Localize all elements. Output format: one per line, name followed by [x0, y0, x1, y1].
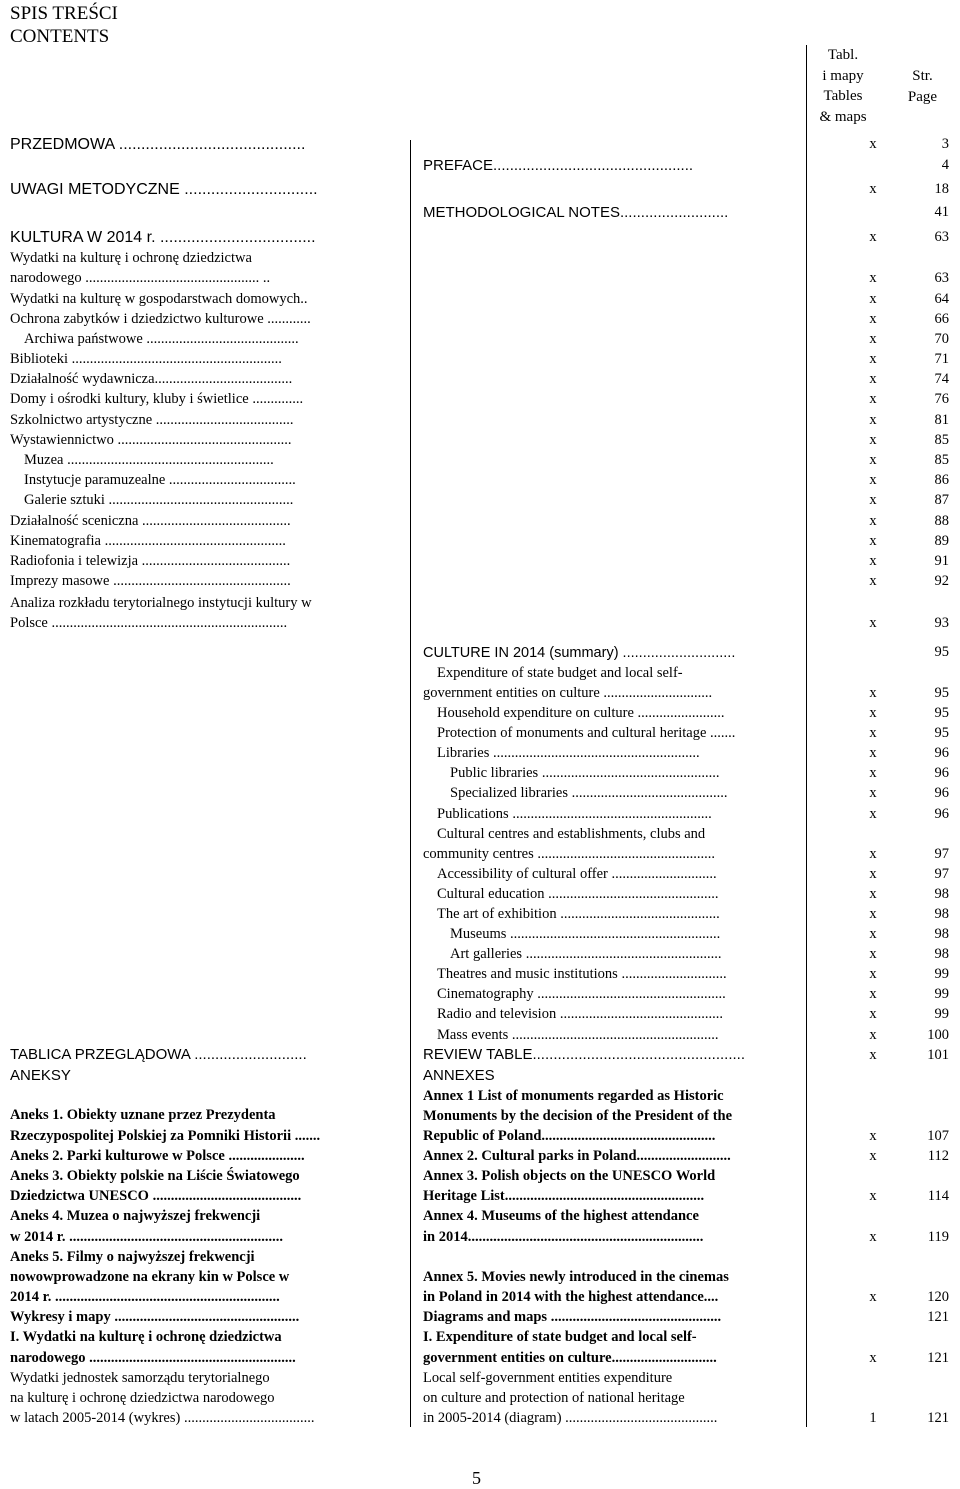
toc-imprezy[interactable]: Imprezy masowe ................................................. [10, 573, 291, 589]
toc-preface[interactable]: PREFACE................................................ [423, 157, 694, 174]
toc-annex4-l1: Annex 4. Museums of the highest attendance [423, 1208, 699, 1224]
toc-aneks5-l3[interactable]: 2014 r. .............................................................. [10, 1289, 280, 1305]
x-mark: x [869, 926, 877, 942]
page-number: 121 [927, 1350, 949, 1366]
toc-aneks2[interactable]: Aneks 2. Parki kulturowe w Polsce ..................... [10, 1148, 305, 1164]
page-number: 96 [934, 745, 949, 761]
toc-exhibition[interactable]: The art of exhibition ............................................ [437, 906, 720, 922]
toc-public[interactable]: Public libraries ................................................. [450, 765, 720, 781]
toc-museums[interactable]: Museums .......................................................... [450, 926, 721, 942]
x-mark: x [869, 351, 877, 367]
one-mark: 1 [869, 1410, 877, 1426]
x-mark: x [869, 1289, 877, 1305]
toc-local-l1: Local self-government entities expenditure [423, 1370, 673, 1386]
page-number: 97 [934, 866, 949, 882]
toc-galerie[interactable]: Galerie sztuki ................................................... [24, 492, 294, 508]
toc-annex3-l1: Annex 3. Polish objects on the UNESCO World [423, 1168, 716, 1184]
page-number: 88 [934, 513, 949, 529]
toc-kultura[interactable]: KULTURA W 2014 r. ................................... [10, 229, 316, 246]
toc-annexes: ANNEXES [423, 1067, 495, 1084]
toc-kino[interactable]: Kinematografia .................................................. [10, 533, 286, 549]
page-number: 63 [934, 229, 949, 245]
toc-wystaw[interactable]: Wystawiennictwo ................................................ [10, 432, 292, 448]
toc-ochrona[interactable]: Ochrona zabytków i dziedzictwo kulturowe ............ [10, 311, 311, 327]
page-number: 121 [927, 1309, 949, 1325]
x-mark: x [869, 886, 877, 902]
toc-aneksy: ANEKSY [10, 1067, 71, 1084]
toc-aneks5-l1: Aneks 5. Filmy o najwyższej frekwencji [10, 1249, 255, 1265]
x-mark: x [869, 906, 877, 922]
x-mark: x [869, 432, 877, 448]
toc-exp-l2[interactable]: government entities on culture .............................. [423, 685, 713, 701]
page-number: 63 [934, 270, 949, 286]
toc-exp-l1: Expenditure of state budget and local self- [437, 665, 683, 681]
x-mark: x [869, 181, 877, 197]
toc-jedn-l2: na kulturę i ochronę dziedzictwa narodowego [10, 1390, 275, 1406]
page-number: 93 [934, 615, 949, 631]
toc-annex1-l1: Annex 1 List of monuments regarded as Historic [423, 1088, 724, 1104]
toc-local-l2: on culture and protection of national heritage [423, 1390, 685, 1406]
page-number: 85 [934, 452, 949, 468]
toc-annex5-l1: Annex 5. Movies newly introduced in the cinemas [423, 1269, 729, 1285]
x-mark: x [869, 229, 877, 245]
x-mark: x [869, 1128, 877, 1144]
page-number: 4 [941, 157, 949, 173]
page-number: 89 [934, 533, 949, 549]
toc-scen[interactable]: Działalność sceniczna ......................................... [10, 513, 291, 529]
toc-method[interactable]: METHODOLOGICAL NOTES.......................... [423, 204, 729, 221]
page-number: 95 [934, 705, 949, 721]
page-number: 96 [934, 765, 949, 781]
page-number: 41 [934, 204, 949, 220]
toc-annex2[interactable]: Annex 2. Cultural parks in Poland.......................... [423, 1148, 731, 1164]
x-mark: x [869, 1047, 877, 1063]
toc-archiwa[interactable]: Archiwa państwowe .......................................... [24, 331, 299, 347]
toc-culture[interactable]: CULTURE IN 2014 (summary) ............................ [423, 645, 736, 661]
x-mark: x [869, 391, 877, 407]
page-number: 112 [927, 1148, 949, 1164]
column-header-page: Str. Page [907, 68, 938, 105]
toc-i-en-l1: I. Expenditure of state budget and local self- [423, 1329, 697, 1345]
toc-wydatki-l2[interactable]: narodowego ................................................ .. [10, 270, 271, 286]
page-number: 76 [934, 391, 949, 407]
page-number: 114 [927, 1188, 949, 1204]
page-number: 99 [934, 966, 949, 982]
toc-access[interactable]: Accessibility of cultural offer ............................. [437, 866, 717, 882]
x-mark: x [869, 785, 877, 801]
x-mark: x [869, 866, 877, 882]
page-number: 85 [934, 432, 949, 448]
toc-wydatki-l1: Wydatki na kulturę i ochronę dziedzictwa [10, 250, 252, 266]
x-mark: x [869, 452, 877, 468]
x-mark: x [869, 1350, 877, 1366]
x-mark: x [869, 573, 877, 589]
toc-special[interactable]: Specialized libraries ........................................... [450, 785, 728, 801]
page-number: 92 [934, 573, 949, 589]
toc-annex4-l2[interactable]: in 2014................................................................. [423, 1229, 704, 1245]
toc-biblioteki[interactable]: Biblioteki .......................................................... [10, 351, 282, 367]
x-mark: x [869, 136, 877, 152]
x-mark: x [869, 533, 877, 549]
toc-theatres[interactable]: Theatres and music institutions ............................. [437, 966, 727, 982]
page-number: 121 [927, 1410, 949, 1426]
toc-protection[interactable]: Protection of monuments and cultural heritage ....... [437, 725, 736, 741]
toc-wyd[interactable]: Działalność wydawnicza...................................... [10, 371, 293, 387]
page-number: 101 [927, 1047, 949, 1063]
tables-column-rule [806, 45, 807, 1427]
x-mark: x [869, 966, 877, 982]
toc-instyt[interactable]: Instytucje paramuzealne ................................... [24, 472, 296, 488]
x-mark: x [869, 846, 877, 862]
toc-centres-l1: Cultural centres and establishments, clubs and [437, 826, 706, 842]
page-number: 87 [934, 492, 949, 508]
toc-review[interactable]: REVIEW TABLE................................................... [423, 1046, 746, 1063]
title-en: CONTENTS [10, 26, 110, 47]
page-number: 98 [934, 926, 949, 942]
toc-analiza-l1: Analiza rozkładu terytorialnego instytucji kultury w [10, 595, 312, 611]
toc-i-l2[interactable]: narodowego ......................................................... [10, 1350, 296, 1366]
page-number: 98 [934, 886, 949, 902]
page-number: 70 [934, 331, 949, 347]
page-number: 98 [934, 946, 949, 962]
page-number: 97 [934, 846, 949, 862]
x-mark: x [869, 331, 877, 347]
toc-aneks5-l2: nowowprowadzone na ekrany kin w Polsce w [10, 1269, 290, 1285]
toc-aneks4-l1: Aneks 4. Muzea o najwyższej frekwencji [10, 1208, 261, 1224]
toc-radio-tv[interactable]: Radio and television ............................................. [437, 1006, 723, 1022]
x-mark: x [869, 946, 877, 962]
toc-uwagi[interactable]: UWAGI METODYCZNE .............................. [10, 181, 318, 198]
page-number: 95 [934, 725, 949, 741]
toc-annex5-l2[interactable]: in Poland in 2014 with the highest attendance.... [423, 1289, 719, 1305]
page-number: 98 [934, 906, 949, 922]
title-pl: SPIS TREŚCI [10, 3, 118, 24]
toc-muzea[interactable]: Muzea ......................................................... [24, 452, 274, 468]
page-number: 96 [934, 806, 949, 822]
x-mark: x [869, 472, 877, 488]
toc-aneks4-l2[interactable]: w 2014 r. ........................................................... [10, 1229, 283, 1245]
toc-publications[interactable]: Publications ....................................................... [437, 806, 712, 822]
page-number: 99 [934, 1006, 949, 1022]
page-number: 18 [934, 181, 949, 197]
toc-szkol[interactable]: Szkolnictwo artystyczne ...................................... [10, 412, 294, 428]
x-mark: x [869, 311, 877, 327]
page-number: 119 [927, 1229, 949, 1245]
page-number: 120 [927, 1289, 949, 1305]
page-number: 99 [934, 986, 949, 1002]
page-number: 95 [934, 685, 949, 701]
toc-annex1-l3[interactable]: Republic of Poland................................................ [423, 1128, 716, 1144]
x-mark: x [869, 615, 877, 631]
toc-mass[interactable]: Mass events ......................................................... [437, 1027, 719, 1043]
x-mark: x [869, 1229, 877, 1245]
toc-tablica[interactable]: TABLICA PRZEGLĄDOWA ........................... [10, 1046, 307, 1063]
toc-libraries[interactable]: Libraries ......................................................... [437, 745, 700, 761]
x-mark: x [869, 1148, 877, 1164]
toc-education[interactable]: Cultural education ............................................... [437, 886, 719, 902]
toc-jedn-l1: Wydatki jednostek samorządu terytorialnego [10, 1370, 270, 1386]
toc-centres-l2[interactable]: community centres ................................................. [423, 846, 715, 862]
toc-aneks3-l2[interactable]: Dziedzictwa UNESCO ......................................... [10, 1188, 302, 1204]
toc-local-l3[interactable]: in 2005-2014 (diagram) .......................................... [423, 1410, 718, 1426]
toc-cinema[interactable]: Cinematography .................................................... [437, 986, 726, 1002]
left-column-rule [410, 140, 411, 1427]
x-mark: x [869, 513, 877, 529]
toc-jedn-l3[interactable]: w latach 2005-2014 (wykres) .................................... [10, 1410, 315, 1426]
toc-aneks1-l1: Aneks 1. Obiekty uznane przez Prezydenta [10, 1107, 276, 1123]
toc-galleries[interactable]: Art galleries ...................................................... [450, 946, 722, 962]
x-mark: x [869, 725, 877, 741]
toc-annex3-l2[interactable]: Heritage List....................................................... [423, 1188, 705, 1204]
page-number: 95 [934, 644, 949, 660]
page-number: 66 [934, 311, 949, 327]
toc-przedmowa[interactable]: PRZEDMOWA .......................................... [10, 136, 306, 153]
page-number: 107 [927, 1128, 949, 1144]
toc-annex1-l2: Monuments by the decision of the President of the [423, 1108, 733, 1124]
x-mark: x [869, 553, 877, 569]
column-header-tables: Tabl. i mapy Tables & maps [819, 47, 867, 125]
toc-aneks3-l1: Aneks 3. Obiekty polskie na Liście Światowego [10, 1168, 300, 1184]
page-number: 100 [927, 1027, 949, 1043]
toc-gosp[interactable]: Wydatki na kulturę w gospodarstwach domowych.. [10, 291, 308, 307]
page-number: 91 [934, 553, 949, 569]
x-mark: x [869, 765, 877, 781]
x-mark: x [869, 1027, 877, 1043]
x-mark: x [869, 685, 877, 701]
x-mark: x [869, 1188, 877, 1204]
x-mark: x [869, 806, 877, 822]
x-mark: x [869, 412, 877, 428]
x-mark: x [869, 291, 877, 307]
page-number: 71 [934, 351, 949, 367]
x-mark: x [869, 270, 877, 286]
toc-wykresy[interactable]: Wykresy i mapy ................................................... [10, 1309, 300, 1325]
page-number: 3 [941, 136, 949, 152]
page-number: 64 [934, 291, 949, 307]
page-number: 81 [934, 412, 949, 428]
toc-radio[interactable]: Radiofonia i telewizja ......................................... [10, 553, 291, 569]
x-mark: x [869, 492, 877, 508]
x-mark: x [869, 986, 877, 1002]
toc-i-en-l2[interactable]: government entities on culture............................. [423, 1350, 717, 1366]
x-mark: x [869, 371, 877, 387]
toc-i-l1: I. Wydatki na kulturę i ochronę dziedzictwa [10, 1329, 282, 1345]
x-mark: x [869, 705, 877, 721]
page-number: 96 [934, 785, 949, 801]
x-mark: x [869, 1006, 877, 1022]
toc-household[interactable]: Household expenditure on culture ........................ [437, 705, 725, 721]
toc-domy[interactable]: Domy i ośrodki kultury, kluby i świetlice .............. [10, 391, 304, 407]
toc-analiza-l2[interactable]: Polsce ................................................................. [10, 615, 288, 631]
footer-page-number: 5 [472, 1468, 481, 1488]
toc-aneks1-l2[interactable]: Rzeczypospolitej Polskiej za Pomniki Historii ....... [10, 1128, 321, 1144]
page-number: 74 [934, 371, 949, 387]
x-mark: x [869, 745, 877, 761]
page-number: 86 [934, 472, 949, 488]
toc-diagrams[interactable]: Diagrams and maps ............................................... [423, 1309, 722, 1325]
